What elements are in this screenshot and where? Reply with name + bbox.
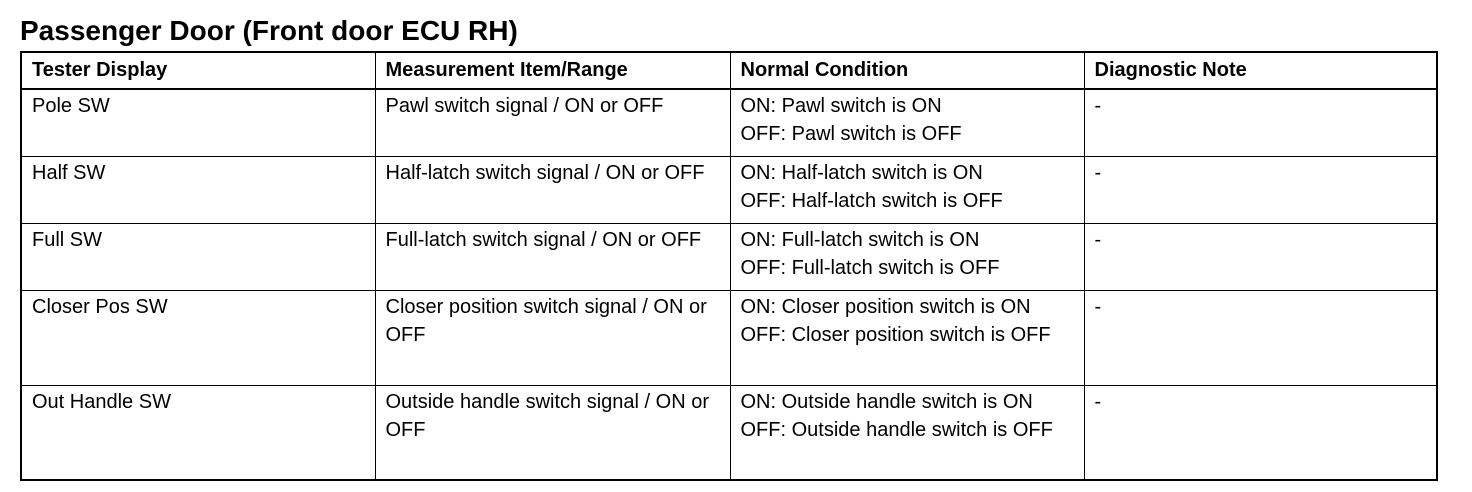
- cell-diagnostic-note: -: [1084, 385, 1437, 480]
- cell-normal-condition: [730, 156, 1084, 223]
- cell-normal-condition: [730, 89, 1084, 156]
- cell-measurement: Half-latch switch signal / ON or OFF: [375, 156, 730, 223]
- cell-measurement: Closer position switch signal / ON or OFF: [375, 290, 730, 385]
- normal-on-text: ON: Outside handle switch is ON: [740, 390, 1033, 413]
- normal-off-text: OFF: Pawl switch is OFF: [740, 123, 962, 145]
- cell-diagnostic-note: -: [1084, 223, 1437, 290]
- header-tester-display: Tester Display: [21, 52, 375, 89]
- cell-measurement: Pawl switch signal / ON or OFF: [375, 89, 730, 156]
- cell-tester-display: Closer Pos SW: [21, 290, 375, 385]
- normal-off-text: OFF: Outside handle switch is OFF: [740, 418, 1053, 441]
- table-row: [21, 223, 1437, 290]
- cell-normal-condition: [730, 223, 1084, 290]
- header-normal-condition: Normal Condition: [730, 52, 1084, 89]
- normal-on-text: ON: Closer position switch is ON: [740, 295, 1031, 318]
- table-row: [21, 385, 1437, 480]
- table-row: [21, 290, 1437, 385]
- cell-normal-condition: [730, 290, 1084, 385]
- table-header-row: [21, 52, 1437, 89]
- normal-on-text: ON: Half-latch switch is ON: [740, 161, 983, 184]
- cell-diagnostic-note: -: [1084, 156, 1437, 223]
- header-measurement-item: Measurement Item/Range: [375, 52, 730, 89]
- table-row: [21, 89, 1437, 156]
- normal-off-text: OFF: Closer position switch is OFF: [740, 323, 1051, 346]
- cell-measurement: Outside handle switch signal / ON or OFF: [375, 385, 730, 480]
- normal-off-text: OFF: Full-latch switch is OFF: [740, 256, 1000, 279]
- cell-tester-display: Full SW: [21, 223, 375, 290]
- cell-tester-display: Out Handle SW: [21, 385, 375, 480]
- cell-diagnostic-note: -: [1084, 89, 1437, 156]
- normal-on-text: ON: Full-latch switch is ON: [740, 228, 980, 251]
- normal-off-text: OFF: Half-latch switch is OFF: [740, 189, 1003, 212]
- cell-tester-display: Pole SW: [21, 89, 375, 156]
- header-diagnostic-note: Diagnostic Note: [1084, 52, 1437, 89]
- data-list-table: [20, 51, 1438, 481]
- cell-tester-display: Half SW: [21, 156, 375, 223]
- cell-diagnostic-note: -: [1084, 290, 1437, 385]
- cell-measurement: Full-latch switch signal / ON or OFF: [375, 223, 730, 290]
- normal-on-text: ON: Pawl switch is ON: [740, 95, 942, 117]
- table-row: [21, 156, 1437, 223]
- page-title: Passenger Door (Front door ECU RH): [20, 15, 518, 46]
- cell-normal-condition: [730, 385, 1084, 480]
